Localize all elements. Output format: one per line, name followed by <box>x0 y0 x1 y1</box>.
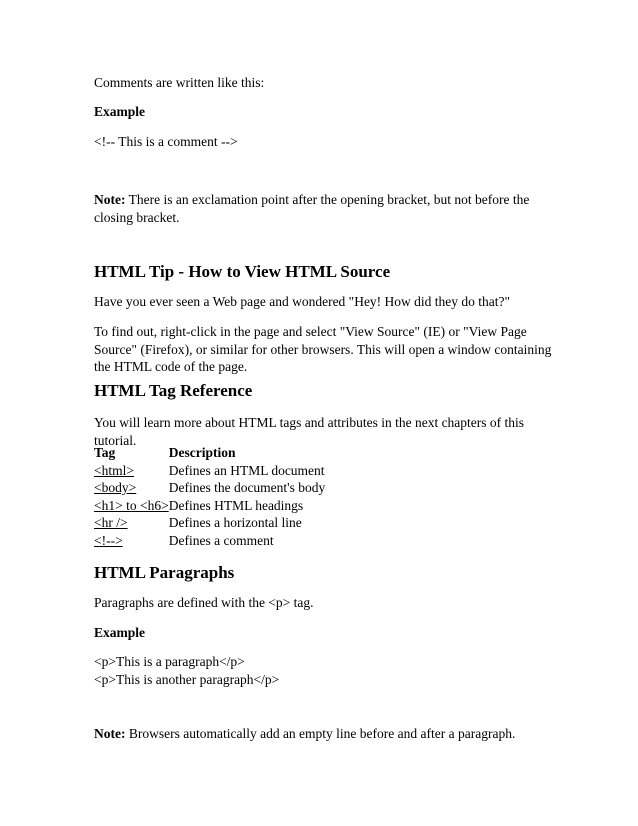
tag-cell <box>94 497 169 515</box>
paragraphs-example-label: Example <box>94 625 146 640</box>
table-row <box>94 514 325 532</box>
tag-link-body[interactable]: <body> <box>94 480 137 496</box>
comments-note <box>94 191 554 226</box>
paragraphs-intro: Paragraphs are defined with the <p> tag. <box>94 595 314 610</box>
description-cell: Defines HTML headings <box>168 497 304 513</box>
description-cell: Defines an HTML document <box>168 462 325 478</box>
comments-intro: Comments are written like this: <box>94 75 265 90</box>
tag-cell <box>94 514 169 532</box>
table-row <box>94 532 325 550</box>
table-header-row <box>94 444 325 462</box>
paragraphs-note-label: Note: <box>94 726 126 741</box>
table-row <box>94 462 325 480</box>
tag-cell <box>94 479 169 497</box>
description-cell: Defines the document's body <box>168 480 326 496</box>
tag-link-headings[interactable]: <h1> to <h6> <box>94 497 169 513</box>
comments-note-text: There is an exclamation point after the opening bracket, but not before the closing bracket. <box>94 192 530 225</box>
description-cell: Defines a comment <box>168 532 274 548</box>
tag-link-hr[interactable]: <hr /> <box>94 515 128 531</box>
comments-example-label: Example <box>94 104 146 119</box>
paragraphs-heading: HTML Paragraphs <box>94 563 235 582</box>
paragraphs-note-text: Browsers automatically add an empty line before and after a paragraph. <box>125 726 516 741</box>
tip-heading: HTML Tip - How to View HTML Source <box>94 262 391 281</box>
tip-para-2: To find out, right-click in the page and select "View Source" (IE) or "View Page Source" (Firefox), or similar for other browsers. This will open a window containing the HTML code of the page. <box>94 324 552 374</box>
description-cell: Defines a horizontal line <box>168 515 302 531</box>
comments-example-code: <!-- This is a comment --> <box>94 134 238 149</box>
tip-para-1: Have you ever seen a Web page and wondered "Hey! How did they do that?" <box>94 294 511 309</box>
tag-link-comment[interactable]: <!--> <box>94 532 123 548</box>
tag-cell <box>94 532 169 550</box>
column-header-description: Description <box>168 445 236 460</box>
code-line-1: <p>This is a paragraph</p> <box>94 654 245 669</box>
code-line-2: <p>This is another paragraph</p> <box>94 671 280 687</box>
table-row <box>94 479 325 497</box>
tag-link-html[interactable]: <html> <box>94 462 134 478</box>
tag-reference-table <box>94 444 325 550</box>
paragraphs-example-code <box>94 653 554 688</box>
paragraphs-note <box>94 725 554 743</box>
tag-reference-intro: You will learn more about HTML tags and attributes in the next chapters of this tutorial. <box>94 415 525 448</box>
table-row <box>94 497 325 515</box>
tag-cell <box>94 462 169 480</box>
tag-reference-heading: HTML Tag Reference <box>94 381 253 400</box>
column-header-tag: Tag <box>94 445 116 460</box>
comments-note-label: Note: <box>94 192 126 207</box>
